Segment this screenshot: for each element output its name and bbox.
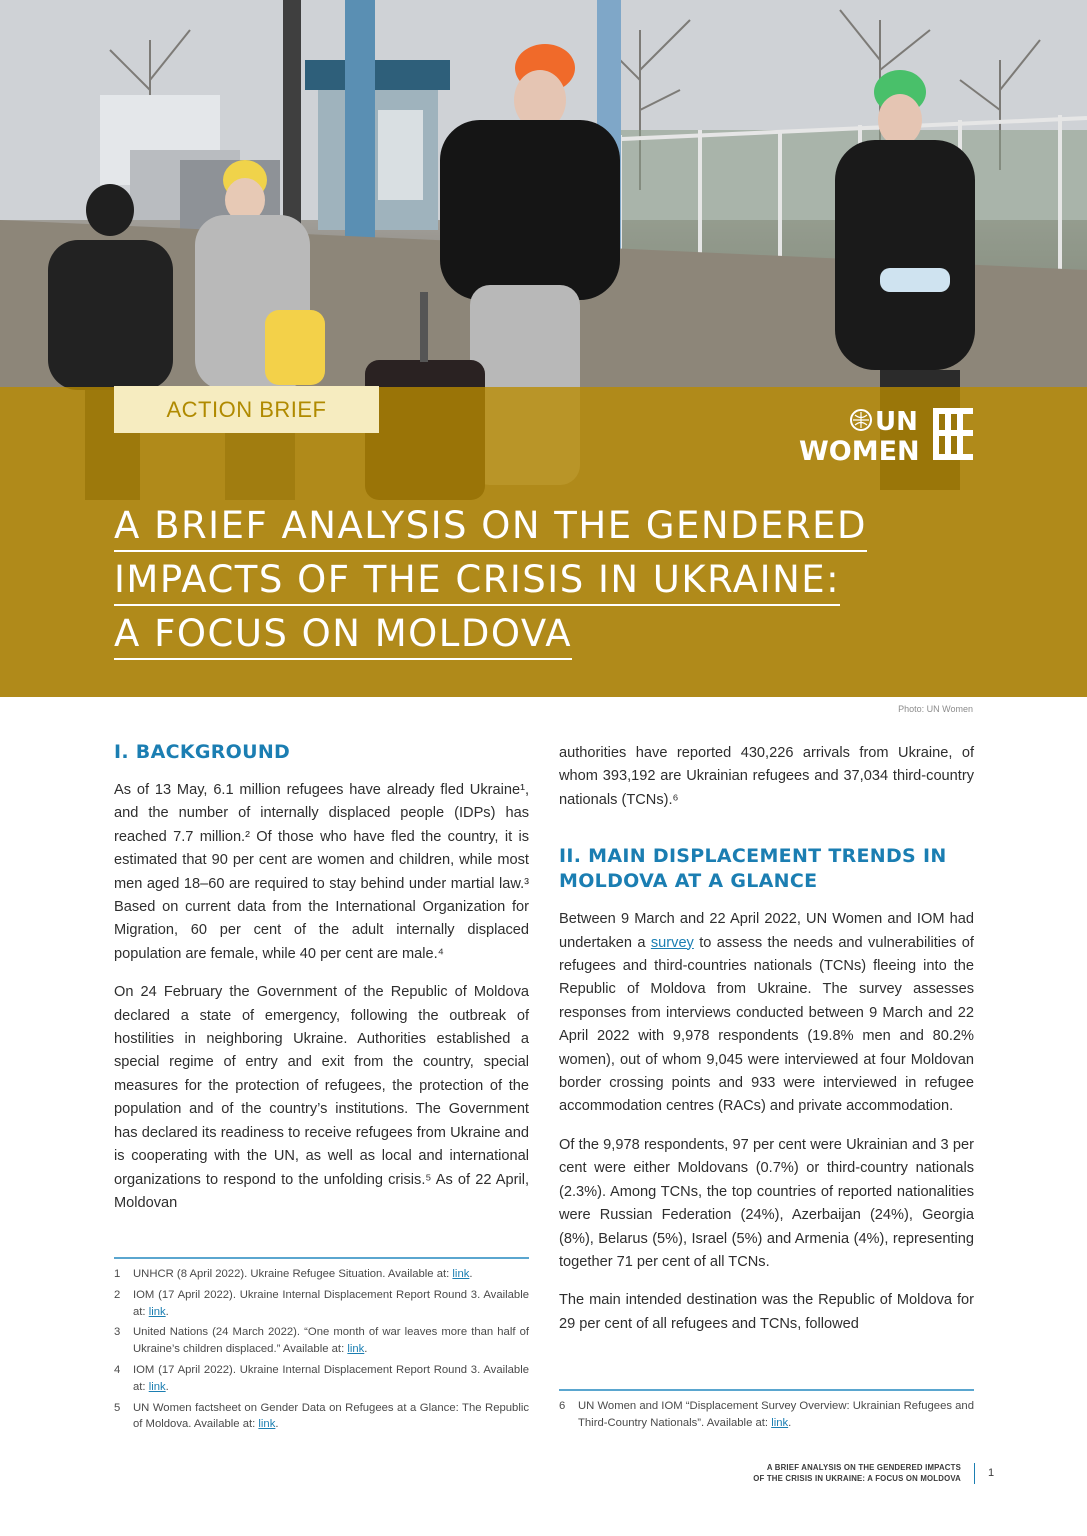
footnote-6: 6 UN Women and IOM “Displacement Survey Overview: Ukrainian Refugees and Third-Country Nationals”. Available at: link. (559, 1400, 974, 1429)
title-line-2: IMPACTS OF THE CRISIS IN UKRAINE: (114, 560, 840, 606)
footnote-2: 2 IOM (17 April 2022). Ukraine Internal Displacement Report Round 3. Available at: link. (114, 1288, 529, 1318)
svg-text:WOMEN: WOMEN (799, 436, 920, 464)
background-heading: I. BACKGROUND (114, 741, 291, 763)
background-paragraph-2-continued: authorities have reported 430,226 arrivals from Ukraine, of whom 393,192 are Ukrainian refugees and 37,034 third-country nationals (TCNs).⁶ (559, 745, 974, 808)
un-women-logo (797, 406, 975, 464)
trends-heading-line-1: II. MAIN DISPLACEMENT TRENDS IN (559, 845, 947, 868)
footnote-3: 3 United Nations (24 March 2022). “One month of war leaves more than half of Ukraine’s children displaced.” Available at: link. (114, 1326, 529, 1356)
footnote-4-link[interactable]: link (148, 1380, 166, 1393)
footnote-2-link[interactable]: link (148, 1305, 166, 1318)
survey-link[interactable]: survey (650, 934, 694, 951)
running-footer (753, 1462, 961, 1484)
page-number: 1 (988, 1467, 995, 1479)
trends-paragraph-1: Between 9 March and 22 April 2022, UN Women and IOM had undertaken a survey to assess the needs and vulnerabilities of refugees and third-countries nationals (TCNs) fleeing into the Republic of Moldova from Ukraine. The survey assesses responses from interviews conducted between 9 March and 22 April 2022 with 9,978 respondents (19.8% men and 80.2% women), out of whom 9,045 were interviewed at four Moldovan border crossing points and 933 were interviewed in refugee accommodation centres (RACs) and private accommodation. (559, 911, 974, 1115)
footnote-3-link[interactable]: link (347, 1343, 365, 1356)
footnotes-right (559, 1398, 974, 1436)
photo-credit: Photo: UN Women (898, 704, 973, 714)
trends-paragraph-3: The main intended destination was the Republic of Moldova for 29 per cent of all refugees and TCNs, followed (559, 1292, 974, 1332)
background-paragraph-2: On 24 February the Government of the Republic of Moldova declared a state of emergency, following the outbreak of hostilities in neighboring Ukraine. Authorities established a special regime of entry and exit from the country, special measures for the protection of refugees, the protection of the population and of the country’s institutions. The Government has declared its readiness to receive refugees from Ukraine and is cooperating with the UN, as well as local and international organizations to respond to the unfolding crisis.⁵ As of 22 April, Moldovan (114, 984, 529, 1211)
footnote-5-link[interactable]: link (258, 1418, 276, 1431)
footnote-divider-left (114, 1257, 529, 1259)
svg-text:UN: UN (875, 407, 918, 437)
right-column (559, 742, 974, 1336)
footer-line-1: A BRIEF ANALYSIS ON THE GENDERED IMPACTS (766, 1463, 961, 1472)
title-line-1: A BRIEF ANALYSIS ON THE GENDERED (114, 506, 867, 552)
footnote-1: 1 UNHCR (8 April 2022). Ukraine Refugee Situation. Available at: link. (114, 1268, 473, 1280)
page-title (114, 506, 984, 668)
footer-divider (974, 1463, 975, 1484)
footnote-5: 5 UN Women factsheet on Gender Data on Refugees at a Glance: The Republic of Moldova. Available at: link. (114, 1401, 529, 1431)
trends-heading (559, 844, 974, 894)
left-column (114, 740, 529, 1215)
action-brief-label: ACTION BRIEF (166, 396, 327, 422)
footnote-6-link[interactable]: link (771, 1416, 789, 1429)
footnote-4: 4 IOM (17 April 2022). Ukraine Internal Displacement Report Round 3. Available at: link. (114, 1363, 529, 1393)
background-paragraph-1: As of 13 May, 6.1 million refugees have already fled Ukraine¹, and the number of internally displaced people (IDPs) has reached 7.7 million.² Of those who have fled the country, it is estimated that 90 per cent are women and children, while most men aged 18–60 are required to stay behind under martial law.³ Based on current data from the International Organization for Migration, 60 per cent of the adult internally displaced population are female, while 40 per cent are male.⁴ (114, 782, 529, 962)
trends-paragraph-2: Of the 9,978 respondents, 97 per cent were Ukrainian and 3 per cent were either Moldovans (0.7%) or third-country nationals (2.3%). Among TCNs, the top countries of reported nationalities were Russian Federation (24%), Azerbaijan (24%), Georgia (8%), Belarus (5%), Israel (5%) and Armenia (4%), representing together 71 per cent of all TCNs. (559, 1136, 974, 1270)
footnote-divider-right (559, 1389, 974, 1391)
action-brief-tag (114, 386, 379, 433)
title-line-3: A FOCUS ON MOLDOVA (114, 614, 572, 660)
footnote-1-link[interactable]: link (452, 1268, 470, 1280)
trends-heading-line-2: MOLDOVA AT A GLANCE (559, 870, 818, 893)
footer-line-2: OF THE CRISIS IN UKRAINE: A FOCUS ON MOLDOVA (753, 1474, 961, 1483)
footnotes-left (114, 1266, 529, 1437)
